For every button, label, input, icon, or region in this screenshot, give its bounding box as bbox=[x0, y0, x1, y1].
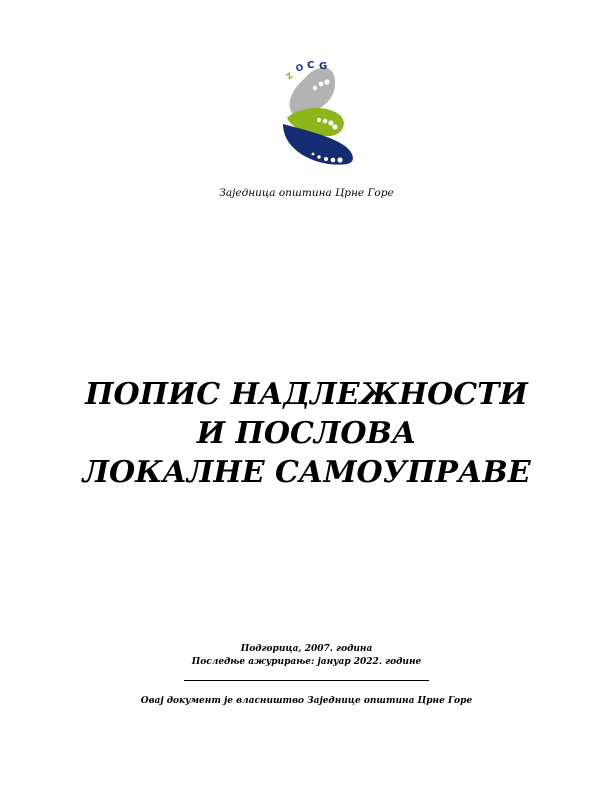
title-line-3: ЛОКАЛНЕ САМОУПРАВЕ bbox=[82, 455, 531, 490]
svg-text:G: G bbox=[319, 61, 328, 72]
svg-text:Z: Z bbox=[284, 70, 295, 82]
last-update: Последње ажурирање: јануар 2022. године bbox=[191, 657, 422, 667]
title-line-2: И ПОСЛОВА bbox=[196, 416, 417, 451]
ownership-notice: Овај документ је власништво Заједнице општина Црне Горе bbox=[140, 696, 473, 706]
document-title bbox=[0, 375, 613, 492]
footer-divider bbox=[184, 680, 429, 681]
organization-logo bbox=[275, 56, 359, 170]
svg-text:C: C bbox=[307, 60, 315, 71]
organization-name: Заједница општина Црне Горе bbox=[219, 187, 394, 199]
svg-text:O: O bbox=[294, 62, 306, 75]
place-and-year: Подгорица, 2007. година bbox=[240, 644, 373, 654]
title-line-1: ПОПИС НАДЛЕЖНОСТИ bbox=[85, 377, 528, 412]
